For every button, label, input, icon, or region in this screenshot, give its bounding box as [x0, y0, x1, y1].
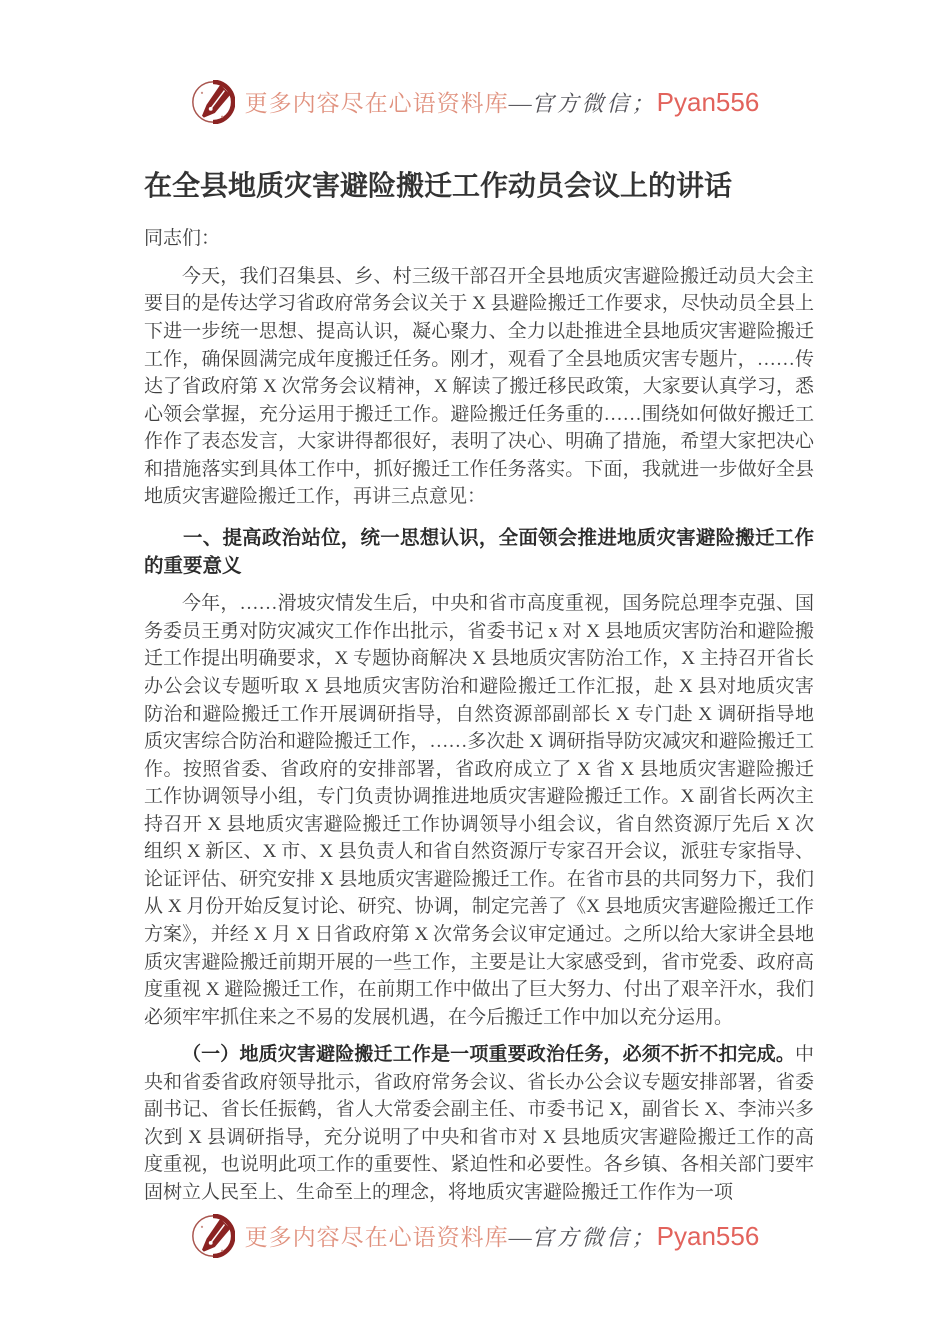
wechat-id: Pyan556 [656, 1221, 760, 1251]
header-branding-text [245, 89, 760, 115]
paragraph-point-1-lead: （一）地质灾害避险搬迁工作是一项重要政治任务，必须不折不扣完成。 [182, 1044, 795, 1066]
document-content [0, 124, 950, 1206]
site-name-text: 更多内容尽在心语资料库 [244, 1225, 509, 1250]
site-name-text: 更多内容尽在心语资料库 [244, 91, 509, 116]
header-branding [191, 80, 760, 124]
footer-branding-text [245, 1223, 760, 1249]
wechat-label: 官方微信； [531, 1225, 657, 1250]
paragraph-point-1-text: 中央和省委省政府领导批示，省政府常务会议、省长办公会议专题安排部署，省委副书记、省长任振鹤，省人大常委会副主任、市委书记 X，副省长 X、李沛兴多次到 X 县调研指导，充分说明了中央和省市对 X 县地质灾害避险搬迁工作的高度重视，也说明此项工作的重要性、紧迫性和必要性。各乡镇、各相关部门要牢固树立人民至上、生命至上的理念，将地质灾害避险搬迁工作作为一项 [144, 1044, 814, 1203]
section-heading-1: 一、提高政治站位，统一思想认识，全面领会推进地质灾害避险搬迁工作的重要意义 [144, 526, 814, 578]
wechat-id: Pyan556 [656, 87, 760, 117]
wechat-label: 官方微信； [531, 91, 657, 116]
pen-nib-emblem-icon [191, 80, 235, 124]
paragraph-point-1 [144, 1041, 814, 1206]
dash-separator: — [508, 1225, 532, 1250]
paragraph-intro: 今天，我们召集县、乡、村三级干部召开全县地质灾害避险搬迁动员大会主要目的是传达学习省政府常务会议关于 X 县避险搬迁工作要求，尽快动员全县上下进一步统一思想、提高认识，凝心聚力、全力以赴推进全县地质灾害避险搬迁工作，确保圆满完成年度搬迁任务。刚才，观看了全县地质灾害专题片，……传达了省政府第 X 次常务会议精神，X 解读了搬迁移民政策，大家要认真学习，悉心领会掌握，充分运用于搬迁工作。避险搬迁任务重的……围绕如何做好搬迁工作作了表态发言，大家讲得都很好，表明了决心、明确了措施，希望大家把决心和措施落实到具体工作中，抓好搬迁工作任务落实。下面，我就进一步做好全县地质灾害避险搬迁工作，再讲三点意见： [144, 265, 814, 508]
footer-branding [191, 1214, 760, 1258]
paragraph-background: 今年，……滑坡灾情发生后，中央和省市高度重视，国务院总理李克强、国务委员王勇对防灾减灾工作作出批示，省委书记 x 对 X 县地质灾害防治和避险搬迁工作提出明确要求，X 专题协商解决 X 县地质灾害防治工作，X 主持召开省长办公会议专题听取 X 县地质灾害防治和避险搬迁工作汇报，赴 X 县对地质灾害防治和避险搬迁工作开展调研指导，自然资源部副部长 X 专门赴 X 调研指导地质灾害综合防治和避险搬迁工作，……多次赴 X 调研指导防灾减灾和避险搬迁工作。按照省委、省政府的安排部署，省政府成立了 X 省 X 县地质灾害避险搬迁工作协调领导小组，专门负责协调推进地质灾害避险搬迁工作。X 副省长两次主持召开 X 县地质灾害避险搬迁工作协调领导小组会议，省自然资源厅先后 X 次组织 X 新区、X 市、X 县负责人和省自然资源厅专家召开会议，派驻专家指导、论证评估、研究安排 X 县地质灾害避险搬迁工作。在省市县的共同努力下，我们从 X 月份开始反复讨论、研究、协调，制定完善了《X 县地质灾害避险搬迁工作方案》，并经 X 月 X 日省政府第 X 次常务会议审定通过。之所以给大家讲全县地质灾害避险搬迁前期开展的一些工作，主要是让大家感受到，省市党委、政府高度重视 X 避险搬迁工作，在前期工作中做出了巨大努力、付出了艰辛汗水，我们必须牢牢抓住来之不易的发展机遇，在今后搬迁工作中加以充分运用。 [144, 593, 814, 1028]
salutation: 同志们： [144, 228, 221, 250]
pen-nib-emblem-icon [191, 1214, 235, 1258]
document-title: 在全县地质灾害避险搬迁工作动员会议上的讲话 [144, 170, 733, 201]
dash-separator: — [508, 91, 532, 116]
